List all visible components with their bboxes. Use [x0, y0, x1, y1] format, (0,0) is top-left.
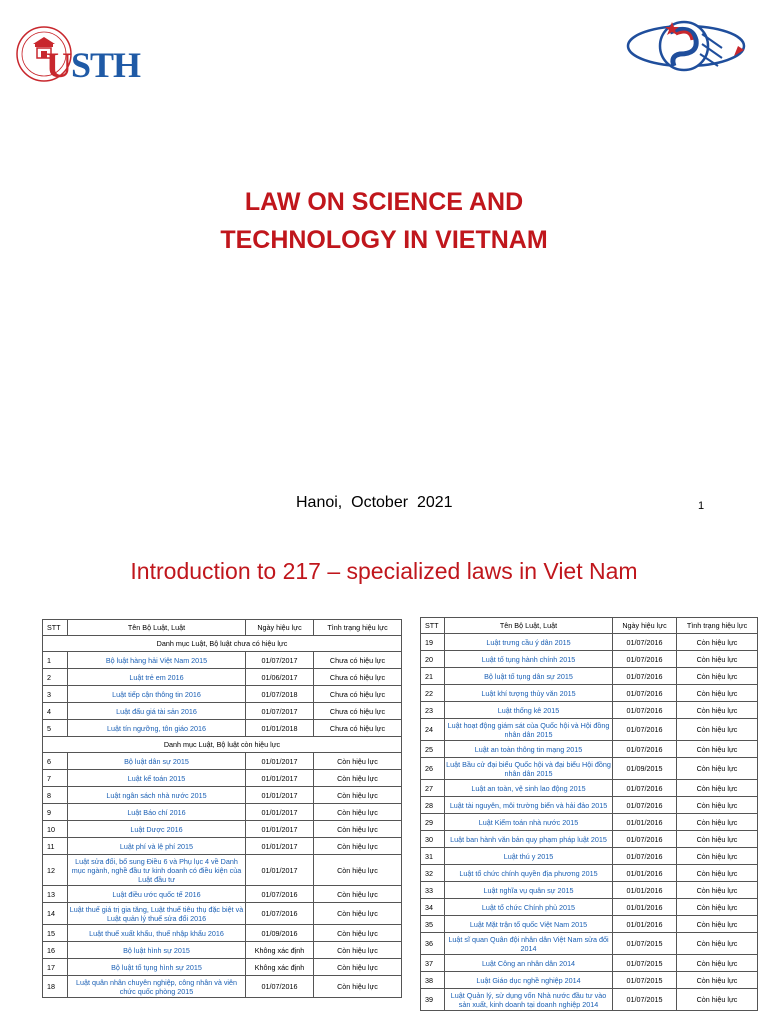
status-cell: Còn hiệu lực: [314, 942, 402, 959]
status-cell: Còn hiệu lực: [314, 787, 402, 804]
law-name-link[interactable]: Luật Báo chí 2016: [68, 804, 246, 821]
law-name-link[interactable]: Luật sĩ quan Quân đội nhân dân Việt Nam sửa đổi 2014: [445, 933, 613, 955]
status-cell: Còn hiệu lực: [314, 753, 402, 770]
status-cell: Còn hiệu lực: [677, 882, 758, 899]
effective-date-cell: 01/01/2017: [246, 753, 314, 770]
table-row: [43, 942, 402, 959]
stt-cell: 20: [421, 651, 445, 668]
stt-cell: 5: [43, 720, 68, 737]
status-cell: Còn hiệu lực: [677, 916, 758, 933]
stt-cell: 3: [43, 686, 68, 703]
stt-cell: 23: [421, 702, 445, 719]
table-row: [421, 933, 758, 955]
status-cell: Còn hiệu lực: [677, 702, 758, 719]
section-row-not-effective: [43, 636, 402, 652]
law-name-link[interactable]: Luật tài nguyên, môi trường biển và hải đảo 2015: [445, 797, 613, 814]
stt-cell: 35: [421, 916, 445, 933]
law-name-link[interactable]: Luật tổ chức chính quyền địa phương 2015: [445, 865, 613, 882]
effective-date-cell: 01/01/2017: [246, 804, 314, 821]
header-name: Tên Bộ Luật, Luật: [445, 618, 613, 634]
effective-date-cell: 01/06/2017: [246, 669, 314, 686]
stt-cell: 15: [43, 925, 68, 942]
law-name-link[interactable]: Luật tố tụng hành chính 2015: [445, 651, 613, 668]
law-name-link[interactable]: Luật điều ước quốc tế 2016: [68, 886, 246, 903]
table-row: [421, 831, 758, 848]
status-cell: Còn hiệu lực: [314, 821, 402, 838]
stt-cell: 10: [43, 821, 68, 838]
status-cell: Chưa có hiệu lực: [314, 652, 402, 669]
stt-cell: 34: [421, 899, 445, 916]
effective-date-cell: 01/07/2017: [246, 652, 314, 669]
stt-cell: 18: [43, 976, 68, 998]
header-name: Tên Bộ Luật, Luật: [68, 620, 246, 636]
effective-date-cell: 01/01/2017: [246, 787, 314, 804]
stt-cell: 19: [421, 634, 445, 651]
table-row: [421, 668, 758, 685]
status-cell: Còn hiệu lực: [314, 959, 402, 976]
effective-date-cell: 01/01/2017: [246, 770, 314, 787]
law-name-link[interactable]: Luật an toàn thông tin mạng 2015: [445, 741, 613, 758]
status-cell: Còn hiệu lực: [677, 972, 758, 989]
status-cell: Còn hiệu lực: [314, 770, 402, 787]
stt-cell: 29: [421, 814, 445, 831]
law-name-link[interactable]: Luật Kiểm toán nhà nước 2015: [445, 814, 613, 831]
effective-date-cell: Không xác định: [246, 942, 314, 959]
law-name-link[interactable]: Bộ luật hình sự 2015: [68, 942, 246, 959]
law-name-link[interactable]: Luật tín ngưỡng, tôn giáo 2016: [68, 720, 246, 737]
status-cell: Chưa có hiệu lực: [314, 669, 402, 686]
table-row: [421, 989, 758, 1011]
table-row: [421, 758, 758, 780]
stt-cell: 33: [421, 882, 445, 899]
slide-title: [0, 183, 768, 259]
stt-cell: 25: [421, 741, 445, 758]
law-name-link[interactable]: Luật trẻ em 2016: [68, 669, 246, 686]
table-row: [421, 702, 758, 719]
law-name-link[interactable]: Luật an toàn, vệ sinh lao động 2015: [445, 780, 613, 797]
effective-date-cell: 01/01/2016: [613, 899, 677, 916]
law-name-link[interactable]: Luật quân nhân chuyên nghiệp, công nhân và viên chức quốc phòng 2015: [68, 976, 246, 998]
table-row: [421, 972, 758, 989]
status-cell: Còn hiệu lực: [677, 719, 758, 741]
table-row: [421, 719, 758, 741]
status-cell: Còn hiệu lực: [677, 848, 758, 865]
header-stt: STT: [421, 618, 445, 634]
effective-date-cell: 01/01/2016: [613, 882, 677, 899]
status-cell: Chưa có hiệu lực: [314, 703, 402, 720]
law-name-link[interactable]: Bộ luật tố tụng hình sự 2015: [68, 959, 246, 976]
effective-date-cell: 01/07/2016: [613, 741, 677, 758]
stt-cell: 39: [421, 989, 445, 1011]
effective-date-cell: 01/07/2016: [613, 831, 677, 848]
table-row: [43, 652, 402, 669]
law-name-link[interactable]: Luật Công an nhân dân 2014: [445, 955, 613, 972]
status-cell: Còn hiệu lực: [677, 780, 758, 797]
table-row: [43, 976, 402, 998]
section-row-effective: [43, 737, 402, 753]
effective-date-cell: 01/07/2016: [246, 976, 314, 998]
table-row: [421, 899, 758, 916]
table-row: [421, 685, 758, 702]
law-name-link[interactable]: Luật sửa đổi, bổ sung Điều 6 và Phụ lục 4 về Danh mục ngành, nghề đầu tư kinh doanh có điều kiện của Luật đầu tư: [68, 855, 246, 886]
table-row: [43, 838, 402, 855]
law-name-link[interactable]: Luật Mặt trận tổ quốc Việt Nam 2015: [445, 916, 613, 933]
law-name-link[interactable]: Bộ luật dân sự 2015: [68, 753, 246, 770]
table-header-row: [43, 620, 402, 636]
header-stt: STT: [43, 620, 68, 636]
stt-cell: 36: [421, 933, 445, 955]
table-row: [43, 903, 402, 925]
status-cell: Còn hiệu lực: [677, 668, 758, 685]
stt-cell: 30: [421, 831, 445, 848]
status-cell: Còn hiệu lực: [677, 933, 758, 955]
table-row: [421, 797, 758, 814]
effective-date-cell: 01/01/2017: [246, 855, 314, 886]
stt-cell: 11: [43, 838, 68, 855]
effective-date-cell: 01/01/2018: [246, 720, 314, 737]
effective-date-cell: 01/07/2015: [613, 933, 677, 955]
law-name-link[interactable]: Luật thú y 2015: [445, 848, 613, 865]
law-name-link[interactable]: Luật thống kê 2015: [445, 702, 613, 719]
effective-date-cell: 01/07/2016: [613, 848, 677, 865]
stt-cell: 38: [421, 972, 445, 989]
table-row: [43, 886, 402, 903]
table-row: [43, 686, 402, 703]
section-title: Danh mục Luật, Bộ luật chưa có hiệu lực: [43, 636, 402, 652]
table-row: [421, 848, 758, 865]
stt-cell: 28: [421, 797, 445, 814]
stt-cell: 37: [421, 955, 445, 972]
law-name-link[interactable]: Luật ban hành văn bản quy phạm pháp luật 2015: [445, 831, 613, 848]
law-name-link[interactable]: Luật Dược 2016: [68, 821, 246, 838]
law-name-link[interactable]: Luật ngân sách nhà nước 2015: [68, 787, 246, 804]
table-row: [43, 669, 402, 686]
stt-cell: 27: [421, 780, 445, 797]
effective-date-cell: Không xác định: [246, 959, 314, 976]
stt-cell: 32: [421, 865, 445, 882]
status-cell: Còn hiệu lực: [677, 865, 758, 882]
status-cell: Còn hiệu lực: [677, 814, 758, 831]
effective-date-cell: 01/07/2016: [613, 797, 677, 814]
stt-cell: 17: [43, 959, 68, 976]
status-cell: Còn hiệu lực: [677, 685, 758, 702]
effective-date-cell: 01/07/2015: [613, 989, 677, 1011]
effective-date-cell: 01/09/2015: [613, 758, 677, 780]
effective-date-cell: 01/01/2017: [246, 838, 314, 855]
status-cell: Còn hiệu lực: [314, 855, 402, 886]
table-row: [421, 634, 758, 651]
table-row: [43, 703, 402, 720]
effective-date-cell: 01/01/2016: [613, 865, 677, 882]
status-cell: Còn hiệu lực: [314, 804, 402, 821]
stt-cell: 24: [421, 719, 445, 741]
table-row: [43, 821, 402, 838]
section-title: Danh mục Luật, Bộ luật còn hiệu lực: [43, 737, 402, 753]
law-name-link[interactable]: Luật Giáo dục nghề nghiệp 2014: [445, 972, 613, 989]
effective-date-cell: 01/01/2017: [246, 821, 314, 838]
stt-cell: 13: [43, 886, 68, 903]
effective-date-cell: 01/07/2017: [246, 703, 314, 720]
stt-cell: 2: [43, 669, 68, 686]
law-name-link[interactable]: Luật hoạt động giám sát của Quốc hội và Hội đồng nhân dân 2015: [445, 719, 613, 741]
effective-date-cell: 01/01/2016: [613, 814, 677, 831]
table-row: [421, 814, 758, 831]
table-row: [421, 741, 758, 758]
status-cell: Còn hiệu lực: [677, 634, 758, 651]
effective-date-cell: 01/09/2016: [246, 925, 314, 942]
law-name-link[interactable]: Bộ luật hàng hải Việt Nam 2015: [68, 652, 246, 669]
law-name-link[interactable]: Luật trưng cầu ý dân 2015: [445, 634, 613, 651]
stt-cell: 8: [43, 787, 68, 804]
laws-table-right: [420, 617, 758, 1011]
table-row: [43, 770, 402, 787]
location-date: Hanoi, October 2021: [296, 494, 453, 511]
stt-cell: 1: [43, 652, 68, 669]
law-name-link[interactable]: Luật Bầu cử đại biểu Quốc hội và đại biểu Hội đồng nhân dân 2015: [446, 759, 611, 778]
law-name-link[interactable]: Luật Quản lý, sử dụng vốn Nhà nước đầu tư vào sản xuất, kinh doanh tại doanh nghiệp 2014: [445, 989, 613, 1011]
law-name-link[interactable]: Luật nghĩa vụ quân sự 2015: [445, 882, 613, 899]
status-cell: Còn hiệu lực: [677, 831, 758, 848]
effective-date-cell: 01/07/2015: [613, 955, 677, 972]
usth-logo: [14, 18, 144, 88]
table-row: [421, 955, 758, 972]
table-header-row: [421, 618, 758, 634]
effective-date-cell: 01/07/2018: [246, 686, 314, 703]
table-row: [43, 804, 402, 821]
title-line-2: TECHNOLOGY IN VIETNAM: [220, 226, 548, 254]
stt-cell: 21: [421, 668, 445, 685]
stt-cell: 4: [43, 703, 68, 720]
status-cell: Còn hiệu lực: [314, 925, 402, 942]
table-row: [43, 855, 402, 886]
law-name-link[interactable]: Luật đấu giá tài sản 2016: [68, 703, 246, 720]
status-cell: Còn hiệu lực: [677, 899, 758, 916]
effective-date-cell: 01/07/2015: [613, 972, 677, 989]
table-row: [421, 651, 758, 668]
status-cell: Còn hiệu lực: [314, 838, 402, 855]
table-row: [43, 753, 402, 770]
table-row: [43, 959, 402, 976]
effective-date-cell: 01/07/2016: [613, 634, 677, 651]
status-cell: Chưa có hiệu lực: [314, 686, 402, 703]
law-name-link[interactable]: Luật kế toán 2015: [68, 770, 246, 787]
title-line-1: LAW ON SCIENCE AND: [244, 188, 524, 216]
stt-cell: 7: [43, 770, 68, 787]
stt-cell: 9: [43, 804, 68, 821]
law-name-link[interactable]: Luật thuế giá trị gia tăng, Luật thuế tiêu thụ đặc biệt và Luật quản lý thuế sửa đổi 2016: [68, 903, 246, 925]
law-name-link[interactable]: Luật tổ chức Chính phủ 2015: [445, 899, 613, 916]
effective-date-cell: 01/07/2016: [246, 886, 314, 903]
law-name-link[interactable]: Luật tiếp cận thông tin 2016: [68, 686, 246, 703]
effective-date-cell: 01/07/2016: [613, 668, 677, 685]
status-cell: Còn hiệu lực: [677, 651, 758, 668]
effective-date-cell: 01/07/2016: [246, 903, 314, 925]
header-date: Ngày hiệu lực: [613, 618, 677, 634]
stt-cell: 16: [43, 942, 68, 959]
effective-date-cell: 01/07/2016: [613, 780, 677, 797]
status-cell: Còn hiệu lực: [677, 989, 758, 1011]
header-status: Tình trạng hiệu lực: [677, 618, 758, 634]
table-row: [421, 882, 758, 899]
laws-slide-title: Introduction to 217 – specialized laws in Viet Nam: [130, 558, 638, 584]
law-name-link[interactable]: Luật phí và lệ phí 2015: [68, 838, 246, 855]
law-name-link[interactable]: Bộ luật tố tụng dân sự 2015: [445, 668, 613, 685]
stt-cell: 6: [43, 753, 68, 770]
stt-cell: 26: [421, 758, 445, 780]
law-name-link[interactable]: Luật khí tượng thủy văn 2015: [445, 685, 613, 702]
header-date: Ngày hiệu lực: [246, 620, 314, 636]
orbit-logo-icon: [622, 14, 762, 84]
status-cell: Còn hiệu lực: [314, 903, 402, 925]
status-cell: Còn hiệu lực: [314, 976, 402, 998]
effective-date-cell: 01/07/2016: [613, 702, 677, 719]
status-cell: Chưa có hiệu lực: [314, 720, 402, 737]
status-cell: Còn hiệu lực: [314, 886, 402, 903]
table-row: [43, 787, 402, 804]
effective-date-cell: 01/07/2016: [613, 651, 677, 668]
effective-date-cell: 01/01/2016: [613, 916, 677, 933]
status-cell: Còn hiệu lực: [677, 797, 758, 814]
stt-cell: 12: [43, 855, 68, 886]
status-cell: Còn hiệu lực: [677, 758, 758, 780]
header-status: Tình trạng hiệu lực: [314, 620, 402, 636]
effective-date-cell: 01/07/2016: [613, 685, 677, 702]
status-cell: Còn hiệu lực: [677, 741, 758, 758]
table-row: [43, 925, 402, 942]
usth-wordmark: USTH: [46, 45, 141, 85]
status-cell: Còn hiệu lực: [677, 955, 758, 972]
page-number: 1: [698, 500, 705, 512]
table-row: [421, 916, 758, 933]
laws-table-left: [42, 619, 402, 998]
stt-cell: 14: [43, 903, 68, 925]
stt-cell: 31: [421, 848, 445, 865]
table-row: [43, 720, 402, 737]
effective-date-cell: 01/07/2016: [613, 719, 677, 741]
table-row: [421, 865, 758, 882]
law-name-link[interactable]: Luật thuế xuất khẩu, thuế nhập khẩu 2016: [68, 925, 246, 942]
table-row: [421, 780, 758, 797]
ministry-logo: [622, 14, 762, 84]
stt-cell: 22: [421, 685, 445, 702]
